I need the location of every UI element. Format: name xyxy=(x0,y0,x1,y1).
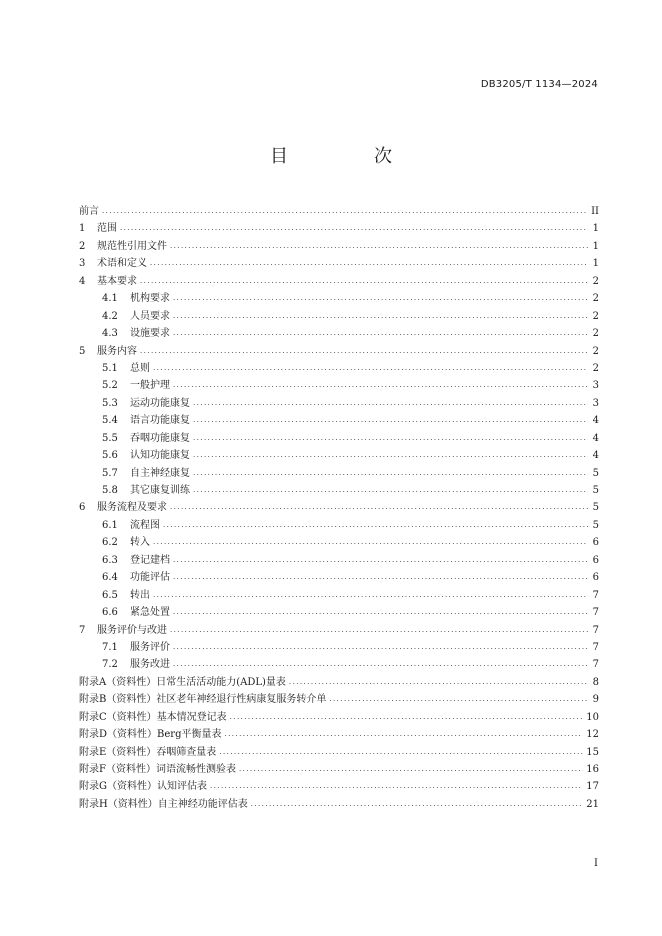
toc-leader-dots xyxy=(163,516,588,534)
toc-leader-dots xyxy=(140,272,588,290)
toc-entry-label: 转出 xyxy=(130,589,150,601)
toc-entry-page: 7 xyxy=(592,641,599,653)
toc-entry[interactable] xyxy=(79,377,599,394)
toc-entry-page: 5 xyxy=(592,519,599,531)
toc-entry-number: 4.3 xyxy=(102,328,118,340)
toc-entry-page: II xyxy=(591,206,599,217)
toc-entry-label: 前言 xyxy=(79,206,99,217)
toc-entry-page: 7 xyxy=(592,589,599,601)
toc-entry[interactable] xyxy=(79,552,599,569)
toc-leader-dots xyxy=(224,725,583,743)
toc-entry-number: 2 xyxy=(79,240,86,252)
toc-entry[interactable] xyxy=(79,343,599,360)
toc-entry[interactable] xyxy=(79,569,599,586)
toc-entry-page: 6 xyxy=(592,572,599,584)
toc-entry[interactable] xyxy=(79,604,599,621)
toc-entry-page: 5 xyxy=(592,485,599,496)
toc-entry-number: 6.4 xyxy=(102,572,118,584)
toc-annex-page: 10 xyxy=(586,711,599,723)
toc-entry-number: 6.5 xyxy=(102,589,118,601)
toc-entry-number: 6 xyxy=(79,502,86,514)
toc-leader-dots xyxy=(150,254,588,272)
toc-entry-label: 紧急处置 xyxy=(130,607,170,619)
toc-entry[interactable] xyxy=(79,395,599,412)
toc-entry-label: 吞咽功能康复 xyxy=(130,432,190,444)
toc-leader-dots xyxy=(289,673,588,691)
toc-entry-page: 3 xyxy=(592,397,599,409)
toc-leader-dots xyxy=(173,324,588,342)
toc-entry-label: 设施要求 xyxy=(130,328,170,340)
toc-annex-page: 12 xyxy=(586,729,599,741)
toc-leader-dots xyxy=(193,464,588,482)
toc-entry-number: 5.1 xyxy=(102,362,118,374)
toc-entry-number: 5.6 xyxy=(102,450,118,462)
toc-entry-number: 5.2 xyxy=(102,380,118,392)
toc-entry-label: 运动功能康复 xyxy=(130,397,190,409)
toc-annex-designation: 附录E（资料性） xyxy=(79,746,157,758)
toc-entry-page: 6 xyxy=(592,554,599,566)
toc-annex-title: 吞咽筛查量表 xyxy=(156,746,217,758)
toc-entry-label: 总则 xyxy=(130,362,150,374)
toc-entry-number: 7 xyxy=(79,624,86,636)
toc-leader-dots xyxy=(173,376,588,394)
toc-entry-label: 人员要求 xyxy=(130,310,170,322)
toc-entry-page: 7 xyxy=(592,607,599,619)
toc-annex-entry[interactable] xyxy=(79,778,599,795)
toc-entry-label: 自主神经康复 xyxy=(130,467,190,479)
toc-entry-page: 2 xyxy=(592,310,599,322)
toc-entry-page: 6 xyxy=(592,537,599,549)
toc-entry-label: 术语和定义 xyxy=(97,258,147,270)
toc-entry-number: 1 xyxy=(79,223,86,235)
toc-entry-page: 4 xyxy=(592,450,599,462)
toc-annex-title: 词语流畅性测验表 xyxy=(155,764,236,775)
toc-annex-page: 15 xyxy=(586,746,599,758)
toc-leader-dots xyxy=(170,621,588,639)
toc-entry-label: 基本要求 xyxy=(97,275,137,287)
toc-entry[interactable] xyxy=(79,465,599,482)
toc-entry-number: 4.1 xyxy=(102,293,118,305)
toc-entry-number: 4.2 xyxy=(102,310,118,322)
toc-entry[interactable] xyxy=(79,412,599,429)
toc-entry[interactable] xyxy=(79,447,599,464)
toc-leader-dots xyxy=(193,481,588,499)
toc-leader-dots xyxy=(102,202,588,220)
toc-entry-number: 6.3 xyxy=(102,554,118,566)
toc-leader-dots xyxy=(173,638,588,656)
toc-leader-dots xyxy=(329,690,588,708)
toc-entry[interactable] xyxy=(79,639,599,656)
toc-entry-label: 服务评价与改进 xyxy=(97,624,167,636)
toc-leader-dots xyxy=(173,551,588,569)
page-title: 目 次 xyxy=(270,146,426,167)
toc-annex-title: 自主神经功能评估表 xyxy=(157,798,248,810)
toc-entry-label: 语言功能康复 xyxy=(130,415,190,427)
toc-annex-designation: 附录H（资料性） xyxy=(79,798,158,810)
toc-entry[interactable] xyxy=(79,308,599,325)
toc-entry-label: 服务内容 xyxy=(97,345,137,357)
toc-leader-dots xyxy=(173,289,588,307)
toc-annex-entry[interactable] xyxy=(79,674,599,691)
toc-annex-page: 8 xyxy=(592,676,599,688)
toc-leader-dots xyxy=(153,359,588,377)
toc-entry-page: 3 xyxy=(592,380,599,392)
toc-leader-dots xyxy=(239,760,583,778)
standard-code: DB3205/T 1134—2024 xyxy=(480,79,598,90)
toc-leader-dots xyxy=(219,743,583,761)
toc-entry[interactable] xyxy=(79,325,599,342)
toc-leader-dots xyxy=(193,429,588,447)
toc-entry[interactable] xyxy=(79,482,599,499)
toc-entry-number: 4 xyxy=(79,275,86,287)
toc-entry-number: 6.1 xyxy=(102,519,118,531)
toc-entry-label: 认知功能康复 xyxy=(130,450,190,462)
toc-annex-entry[interactable] xyxy=(79,709,599,726)
toc-entry-label: 规范性引用文件 xyxy=(97,240,167,252)
toc-entry[interactable] xyxy=(79,587,599,604)
toc-annex-title: 认知评估表 xyxy=(157,781,207,793)
toc-entry-label: 服务评价 xyxy=(130,641,170,653)
toc-entry-label: 一般护理 xyxy=(130,380,170,392)
toc-annex-title: 社区老年神经退行性病康复服务转介单 xyxy=(156,694,327,706)
toc-entry-page: 4 xyxy=(592,432,599,444)
footer-page-number: I xyxy=(594,858,598,869)
toc-leader-dots xyxy=(140,342,588,360)
table-of-contents xyxy=(79,203,599,813)
toc-leader-dots xyxy=(173,568,588,586)
toc-annex-title: 基本情况登记表 xyxy=(156,711,227,723)
toc-annex-designation: 附录B（资料性） xyxy=(79,694,157,706)
toc-entry-label: 转入 xyxy=(130,537,150,549)
toc-entry-number: 5.7 xyxy=(102,467,118,479)
toc-entry[interactable] xyxy=(79,238,599,255)
toc-entry-page: 2 xyxy=(592,275,599,287)
toc-entry[interactable] xyxy=(79,622,599,639)
toc-entry-number: 3 xyxy=(79,258,86,270)
toc-annex-designation: 附录A（资料性） xyxy=(79,676,157,688)
toc-entry[interactable] xyxy=(79,534,599,551)
toc-entry-label: 服务改进 xyxy=(130,659,170,671)
toc-entry-number: 5.4 xyxy=(102,415,118,427)
toc-entry-page: 7 xyxy=(592,624,599,636)
toc-entry-label: 服务流程及要求 xyxy=(97,502,167,514)
toc-entry-page: 1 xyxy=(592,240,599,252)
toc-entry-number: 7.2 xyxy=(102,659,118,671)
toc-leader-dots xyxy=(153,533,588,551)
toc-annex-title: Berg平衡量表 xyxy=(157,729,222,741)
toc-annex-designation: 附录D（资料性） xyxy=(79,729,158,741)
toc-entry[interactable] xyxy=(79,517,599,534)
toc-entry-page: 2 xyxy=(592,362,599,374)
toc-entry[interactable] xyxy=(79,273,599,290)
toc-annex-designation: 附录C（资料性） xyxy=(79,711,157,723)
toc-entry[interactable] xyxy=(79,499,599,516)
toc-entry-page: 2 xyxy=(592,293,599,305)
toc-entry-label: 范围 xyxy=(97,223,117,235)
toc-entry-number: 6.6 xyxy=(102,607,118,619)
toc-leader-dots xyxy=(173,655,588,673)
toc-entry[interactable] xyxy=(79,255,599,272)
toc-leader-dots xyxy=(153,586,588,604)
toc-entry[interactable] xyxy=(79,430,599,447)
toc-entry-page: 5 xyxy=(592,467,599,479)
toc-leader-dots xyxy=(193,446,588,464)
toc-annex-designation: 附录G（资料性） xyxy=(79,781,157,793)
toc-annex-title: 日常生活活动能力(ADL)量表 xyxy=(156,676,286,688)
toc-entry[interactable] xyxy=(79,203,599,220)
toc-annex-page: 17 xyxy=(586,781,599,793)
toc-leader-dots xyxy=(173,307,588,325)
toc-entry-label: 机构要求 xyxy=(130,293,170,305)
toc-leader-dots xyxy=(193,411,588,429)
toc-leader-dots xyxy=(210,777,583,795)
toc-entry-page: 7 xyxy=(592,659,599,671)
toc-annex-designation: 附录F（资料性） xyxy=(79,764,156,775)
toc-entry[interactable] xyxy=(79,360,599,377)
toc-leader-dots xyxy=(170,237,588,255)
toc-entry[interactable] xyxy=(79,656,599,673)
toc-annex-entry[interactable] xyxy=(79,691,599,708)
toc-entry-page: 1 xyxy=(592,223,599,235)
toc-leader-dots xyxy=(170,498,588,516)
toc-entry-number: 5.3 xyxy=(102,397,118,409)
toc-leader-dots xyxy=(230,708,584,726)
toc-annex-page: 9 xyxy=(592,694,599,706)
toc-entry-page: 2 xyxy=(592,345,599,357)
toc-annex-page: 21 xyxy=(586,798,599,810)
toc-entry-label: 功能评估 xyxy=(130,572,170,584)
toc-entry-number: 5.5 xyxy=(102,432,118,444)
toc-entry-label: 流程图 xyxy=(130,519,160,531)
toc-leader-dots xyxy=(173,603,588,621)
toc-annex-entry[interactable] xyxy=(79,726,599,743)
toc-entry[interactable] xyxy=(79,290,599,307)
toc-annex-page: 16 xyxy=(586,764,599,775)
toc-annex-entry[interactable] xyxy=(79,761,599,778)
toc-leader-dots xyxy=(193,394,588,412)
toc-entry-number: 7.1 xyxy=(102,641,118,653)
toc-entry-page: 2 xyxy=(592,328,599,340)
toc-entry-label: 其它康复训练 xyxy=(130,485,190,496)
toc-entry[interactable] xyxy=(79,220,599,237)
toc-entry-page: 4 xyxy=(592,415,599,427)
toc-annex-entry[interactable] xyxy=(79,796,599,813)
toc-entry-label: 登记建档 xyxy=(130,554,170,566)
toc-entry-number: 6.2 xyxy=(102,537,118,549)
toc-entry-page: 5 xyxy=(592,502,599,514)
toc-entry-page: 1 xyxy=(592,258,599,270)
toc-annex-entry[interactable] xyxy=(79,744,599,761)
toc-entry-number: 5.8 xyxy=(102,485,118,496)
toc-leader-dots xyxy=(120,219,588,237)
toc-leader-dots xyxy=(251,795,584,813)
toc-entry-number: 5 xyxy=(79,345,86,357)
